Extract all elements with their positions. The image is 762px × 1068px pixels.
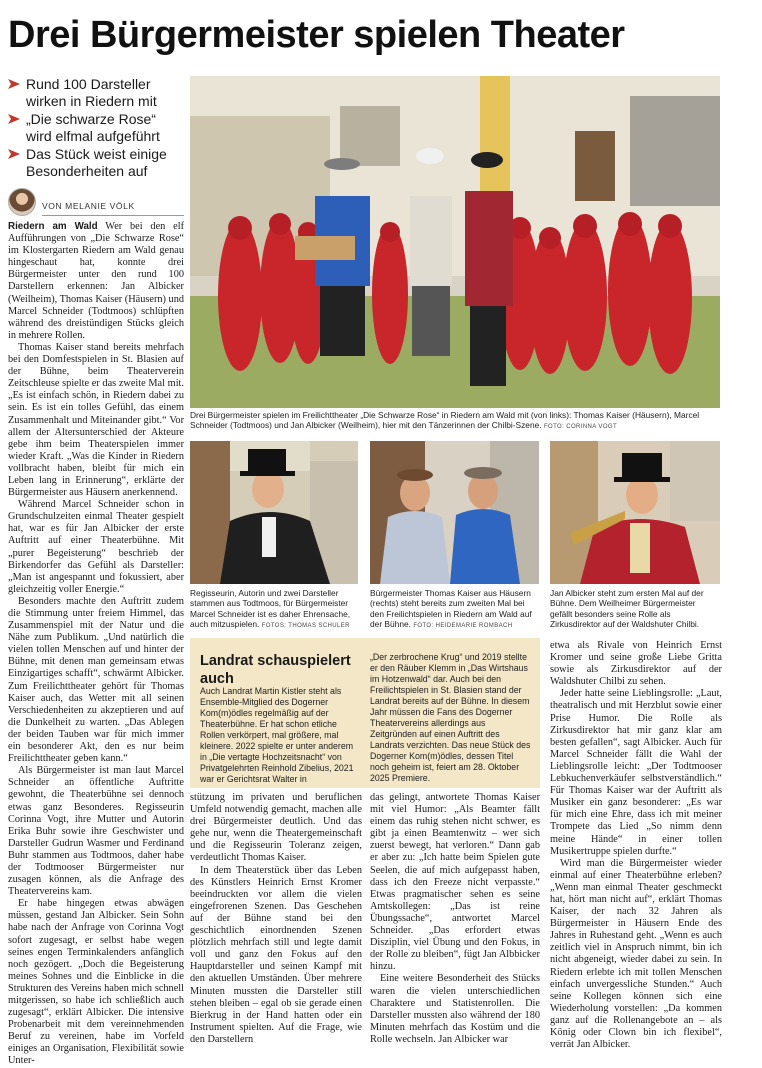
- paragraph: In dem Theaterstück über das Leben des Künstlers Heinrich Ernst Kromer beeindruckten vor allem die vielen eingefrorenen Szenen. Das Geschehen auf der Bühne stand bei den geschichtlich einordnenden Szenen plötzlich mehrfach still und legte damit voll und ganz den Fokus auf den Hauptdarsteller und seinen Kampf mit den aktuellen Umständen. Über mehrere Minuten mussten die Darsteller still stehen bleiben – egal ob sie gerade einen Bierkrug in der Hand hatten oder ein Instrument spielten. Auf die Frage, wie den Darstellern: [190, 864, 362, 1045]
- info-box-column-right: „Der zerbrochene Krug“ und 2019 stellte er den Räuber Klemm in „Das Wirtshaus im Hotzenwald“ dar. Auch bei den Freilichtspielen in St. Blasien stand der Landrat bereits auf der Bühne. In diesem Jahr müssen die Fans des Dogerner Theatervereins allerdings aus Zeitgründen auf einen Auftritt des Landrats verzichten. Das neue Stück des Dogerner Kom(m)ödles, dessen Titel noch geheim ist, feiert am 28. Oktober 2025 Premiere.: [370, 652, 531, 783]
- bullet-text: Rund 100 Darsteller wirken in Riedern mit: [26, 76, 157, 109]
- dateline: Riedern am Wald: [8, 221, 98, 232]
- kaiser-photo-image: [370, 441, 539, 584]
- article-column-3: [370, 792, 540, 1045]
- summary-bullets: [8, 76, 183, 181]
- paragraph: Besonders machte den Auftritt zudem die Stimmung unter freiem Himmel, das Zusammenspiel mit der Natur und die Nähe zum Publikum. „Und natürlich die vielen tollen Menschen auf und hinter der Bühne, mit denen man gemeinsam etwas Einzigartiges schafft“, schwärmt Albicker. Zum Freilichttheater gehört für Thomas Kaiser auch, das Wetter mit all seinen Verschiedenheiten zu akzeptieren und auf die Dunkelheit zu warten. „Das Ablegen der beiden Tauben war für mich immer ein besonderer Akt, den es nur beim Freilichttheater geben kann.“: [8, 595, 184, 765]
- photo-albicker: [550, 441, 720, 584]
- ensemble-photo-image: [190, 76, 720, 408]
- author-avatar: [8, 188, 36, 216]
- article-column-2: [190, 792, 362, 1045]
- paragraph: Eine weitere Besonderheit des Stücks waren die vielen unterschiedlichen Charaktere und Statistenrollen. Die Darsteller mussten also während der 180 Minuten mehrfach das Kostüm und die Rolle wechseln. Jan Albicker war: [370, 973, 540, 1045]
- photo2-caption: Regisseurin, Autorin und zwei Darsteller stammen aus Todtmoos, für Bürgermeister Marcel Schneider ist es daher Ehrensache, auch mitzuspielen. FOTOS: THOMAS SCHULER: [190, 588, 351, 630]
- author-name: VON MELANIE VÖLK: [42, 201, 135, 211]
- paragraph: Als Bürgermeister ist man laut Marcel Schneider an öffentliche Auftritte gewohnt, die Theaterbühne sei dennoch etwas ganz Besonderes. Regisseurin Corinna Vogt, ihre Mutter und Autorin Erika Buhr sowie ihre Geschwister und Darsteller Gudrun Wasmer und Ferdinand Buhr stammen aus Todtmoos, daher habe der Todtmooser Bürgermeister nur zusagen können, als die Anfrage des Theatervereins kam.: [8, 765, 184, 898]
- arrow-icon: [8, 149, 20, 159]
- bullet-text: „Die schwarze Rose“ wird elfmal aufgeführt: [26, 111, 160, 144]
- article-column-1: [8, 221, 184, 1067]
- paragraph: Er habe hingegen etwas abwägen müssen, gestand Jan Albicker. Sein Sohn habe nach der Anfrage von Corinna Vogt sofort zugesagt, er selbst habe wegen seines engen Terminkalenders anfänglich noch gezögert. „Doch die Begeisterung meines Sohnes und die Einblicke in die Strukturen des Vereins haben mich schnell mitgerissen, so habe ich schließlich auch zugesagt“, erklärt Albicker. Die intensive Probenarbeit mit dem vereinnehmenden Beruf zu vereinen, habe im Vorfeld einiges an Organisation, Flexibilität sowie Unter-: [8, 898, 184, 1067]
- main-photo-caption: Drei Bürgermeister spielen im Freilichttheater „Die Schwarze Rose“ in Riedern am Wald mit (von links): Thomas Kaiser (Häusern), Marcel Schneider (Todtmoos) und Jan Albicker (Weilheim), hier mit den Tänzerinnen der Chilbi-Szene. FOTO: CORINNA VOGT: [190, 410, 700, 431]
- paragraph: stützung im privaten und beruflichen Umfeld notwendig gemacht, machen alle drei Bürgermeister deutlich. Und das gehe nur, wenn die Theatergemeinschaft und die Regisseurin Toleranz zeigen, verdeutlicht Thomas Kaiser.: [190, 792, 362, 864]
- article-column-4: [550, 640, 722, 1051]
- paragraph: das gelingt, antwortete Thomas Kaiser mit viel Humor: „Als Beamter fällt einem das ruhig stehen nicht schwer, es gibt ja einen Beamtenwitz – wer sich zuerst bewegt, hat verloren.“ Dann gab er aber zu: „Ich hatte beim Spielen gute Seelen, die auf mich aufgepasst haben, dass ich den Freeze nicht verpasste.“ Etwas pragmatischer sehen es seine Amtskollegen: „Das ist reine Übungssache“, antwortet Marcel Schneider. „Das erfordert etwas Disziplin, viel Übung und den Fokus, in der Rolle zu bleiben“, fügt Jan Albbicker hinzu.: [370, 792, 540, 973]
- summary-bullet: [8, 76, 183, 110]
- main-photo: [190, 76, 720, 408]
- paragraph: Thomas Kaiser stand bereits mehrfach bei den Domfestspielen in St. Blasien auf der Bühne, beim Theaterverein Zeitschleuse spielte er das zweite Mal mit. „Es ist einfach schön, in Riedern dabei zu sein. Es ist ein tolles Gefühl, das einem Zusammenhalt und Miteinander gibt.“ Vor allem der Altersunterschied der Akteure gebe ihm beim Theaterspielen immer wieder Kraft. „Was die Kinder in Riedern vollbracht haben, bleibt für mich ein Leben lang in Erinnerung“, erklärte der Bürgermeister aus Häusern anerkennend.: [8, 341, 184, 499]
- photo-credit: FOTO: HEIDEMARIE ROMBACH: [413, 623, 513, 630]
- article-headline: Drei Bürgermeister spielen Theater: [8, 14, 625, 56]
- summary-bullet: [8, 111, 183, 145]
- photo-credit: FOTOS: THOMAS SCHULER: [261, 623, 350, 630]
- paragraph: Jeder hatte seine Lieblingsrolle: „Laut, theatralisch und mit Herzblut sowie einer Prise Humor. Die Rolle als Zirkusdirektor hat mir ganz klar am besten gefallen“, sagt Albicker. Auch für Marcel Schneider fällt die Wahl der Lieblingsrolle leicht: „Der Todtmooser Lebkuchenverkäufer selbstverständlich.“ Für Thomas Kaiser war der Auftritt als Musiker ein ganz besonderer: „Es war für mich eine Ehre, dass ich mit meiner Trompete das Lied „So nimm denn meine Hände“ in einer tollen Musikertruppe spielen durfte.“: [550, 688, 722, 857]
- photo-kaiser: [370, 441, 539, 584]
- albicker-photo-image: [550, 441, 720, 584]
- divider: [42, 215, 184, 216]
- paragraph: Während Marcel Schneider schon in Grundschulzeiten einmal Theater gespielt hat, war es für Jan Albicker der erste Auftritt auf einer Theaterbühne. Mit „purer Begeisterung“ beschrieb der Birkendorfer das Gefühl als Darsteller: „Man ist angespannt und fokussiert, aber gleichzeitig voller Energie.“: [8, 499, 184, 595]
- summary-bullet: [8, 146, 183, 180]
- bullet-text: Das Stück weist einige Besonderheiten auf: [26, 146, 167, 179]
- photo-credit: FOTO: CORINNA VOGT: [543, 424, 618, 431]
- arrow-icon: [8, 114, 20, 124]
- byline: [8, 188, 184, 218]
- paragraph: etwa als Rivale von Heinrich Ernst Kromer und seine große Liebe Gritta sowie als Zirkusdirektor auf der Waldshuter Chilbi zu sehen.: [550, 640, 722, 688]
- info-box-column-left: Auch Landrat Martin Kistler steht als Ensemble-Mitglied des Dogerner Kom(m)ödles regelmäßig auf der Theaterbühne. Er hat schon etliche Rollen verkörpert, mal größere, mal kleinere. 2022 spielte er unter anderem in „Die vertagte Hochzeitsnacht“ von Privatgelehrten Reinhold Zibelius, 2021 war er Gerichtsrat Walter in: [200, 686, 354, 784]
- photo3-caption: Bürgermeister Thomas Kaiser aus Häusern (rechts) steht bereits zum zweiten Mal bei den Freilichtspielen in Riedern am Wald auf der Bühne. FOTO: HEIDEMARIE ROMBACH: [370, 588, 532, 630]
- info-box-title: Landrat schauspielert auch: [200, 653, 351, 687]
- schneider-photo-image: [190, 441, 358, 584]
- photo4-caption: Jan Albicker steht zum ersten Mal auf der Bühne. Dem Weilheimer Bürgermeister gefällt besonders seine Rolle als Zirkusdirektor auf der Waldshuter Chilbi.: [550, 588, 704, 630]
- paragraph: Wird man die Bürgermeister wieder einmal auf einer Theaterbühne erleben? „Wenn man einmal Theater geschmeckt hat, hört man nicht auf“, erklärt Thomas Kaiser, der nach 32 Jahren als Bürgermeister in Häusern Ende des Jahres in Ruhestand geht. „Wenn es auch zeitlich viel in Anspruch nimmt, bin ich nicht abgeneigt, wieder dabei zu sein. In Riedern erlebte ich mit tollen Menschen einfach unvergessliche Stunden.“ Auch seine Kollegen können sich eine Wiederholung vorstellen: „Da kommen ganz auf die Rollenangebote an – als König oder Clown bin ich flexibel“, verrät Jan Albicker.: [550, 857, 722, 1051]
- arrow-icon: [8, 79, 20, 89]
- photo-schneider: [190, 441, 358, 584]
- paragraph: Riedern am Wald Wer bei den elf Aufführungen von „Die Schwarze Rose“ im Klostergarten Riedern am Wald genau hingeschaut hat, konnte drei Bürgermeister unter den rund 100 Darstellern erkennen: Jan Albicker (Weilheim), Thomas Kaiser (Häusern) und Marcel Schneider (Todtmoos) schlüpften während des dreistündigen Stücks gleich in mehrere Rollen.: [8, 221, 184, 341]
